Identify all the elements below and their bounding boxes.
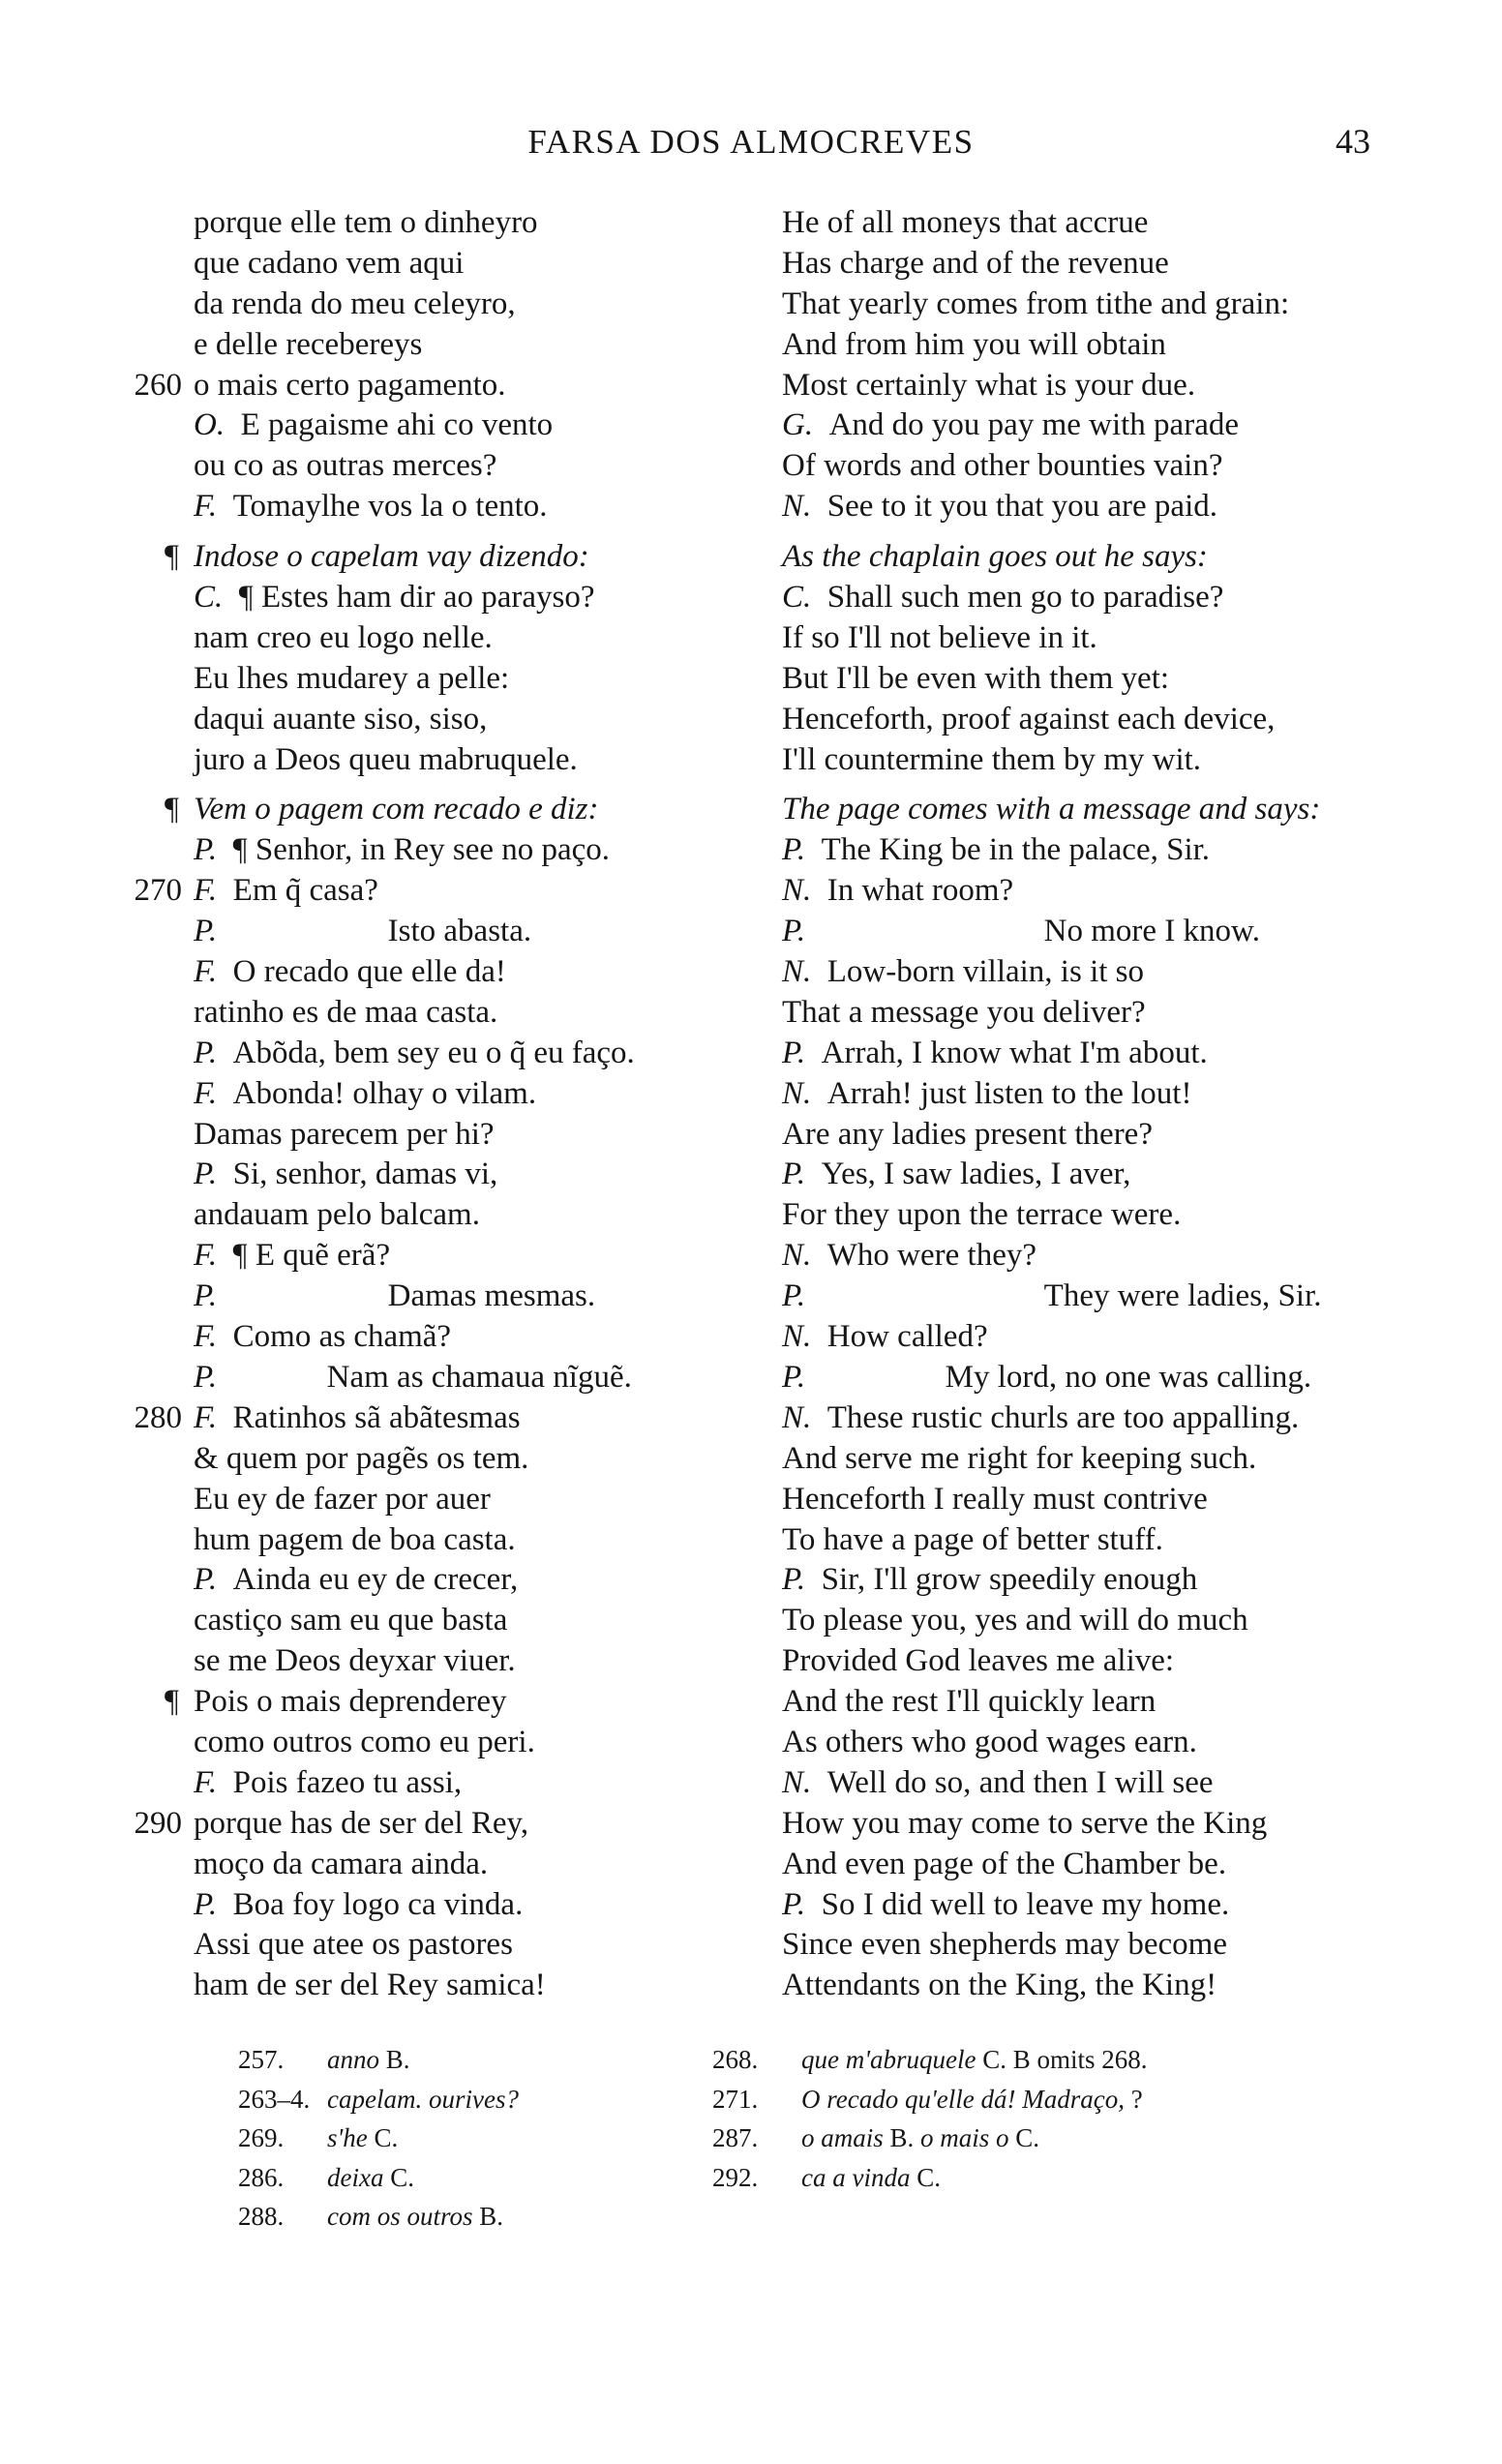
verse-text: ¶ Estes ham dir ao parayso? bbox=[238, 580, 595, 616]
speaker-label: C. bbox=[782, 580, 812, 616]
speaker-label: P. bbox=[782, 1359, 806, 1395]
portuguese-verse-line bbox=[134, 366, 736, 406]
footnote-variant: O recado qu'elle dá! Madraço, bbox=[801, 2084, 1125, 2114]
footnote-number: 288. bbox=[238, 2202, 285, 2231]
verse-text: Eu ey de fazer por auer bbox=[194, 1481, 491, 1517]
english-verse-line bbox=[782, 871, 1459, 912]
footnote-variant: que m'abruquele bbox=[801, 2045, 976, 2074]
verse-text: Arrah, I know what I'm about. bbox=[821, 1035, 1208, 1070]
footnote bbox=[238, 2197, 519, 2237]
portuguese-verse-column bbox=[134, 203, 736, 2006]
verse-text: da renda do meu celeyro, bbox=[194, 285, 516, 321]
portuguese-verse-line bbox=[194, 203, 736, 244]
verse-text: For they upon the terrace were. bbox=[782, 1197, 1182, 1233]
verse-text: The King be in the palace, Sir. bbox=[821, 832, 1211, 868]
verse-text: But I'll be even with them yet: bbox=[782, 660, 1170, 696]
speaker-label: F. bbox=[194, 1399, 218, 1435]
verse-text: e delle recebereys bbox=[194, 326, 423, 362]
verse-text: And do you pay me with parade bbox=[828, 407, 1239, 443]
portuguese-verse-line bbox=[194, 1601, 736, 1641]
portuguese-verse-line bbox=[194, 1641, 736, 1682]
verse-text: So I did well to leave my home. bbox=[821, 1886, 1230, 1922]
verse-text: To please you, yes and will do much bbox=[782, 1603, 1248, 1638]
portuguese-verse-line bbox=[134, 871, 736, 912]
verse-text: moço da camara ainda. bbox=[194, 1846, 489, 1881]
footnote bbox=[712, 2040, 1148, 2080]
footnote-variant: anno bbox=[327, 2045, 379, 2074]
verse-text: They were ladies, Sir. bbox=[1043, 1278, 1322, 1314]
portuguese-verse-line bbox=[194, 1439, 736, 1480]
verse-text: & quem por pagẽs os tem. bbox=[194, 1440, 529, 1476]
portuguese-verse-line bbox=[194, 1480, 736, 1520]
verse-text: castiço sam eu que basta bbox=[194, 1603, 508, 1638]
verse-text: como outros como eu peri. bbox=[194, 1724, 535, 1759]
english-verse-line bbox=[782, 1966, 1459, 2006]
stage-direction: The page comes with a message and says: bbox=[782, 792, 1321, 827]
verse-text: I'll countermine them by my wit. bbox=[782, 741, 1202, 777]
verse-text: que cadano vem aqui bbox=[194, 245, 465, 281]
verse-text: Provided God leaves me alive: bbox=[782, 1643, 1175, 1679]
portuguese-verse-line bbox=[194, 285, 736, 325]
speaker-label: C. bbox=[194, 580, 224, 616]
footnote bbox=[712, 2158, 1148, 2198]
footnote-variant: com os outros bbox=[327, 2202, 473, 2231]
speaker-label: G. bbox=[782, 407, 814, 443]
english-verse-line bbox=[782, 1439, 1459, 1480]
verse-text: Damas parecem per hi? bbox=[194, 1116, 495, 1152]
portuguese-verse-line bbox=[194, 1520, 736, 1561]
speaker-label: F. bbox=[194, 1075, 218, 1111]
english-verse-line bbox=[782, 1520, 1459, 1561]
footnote-variant: ca a vinda bbox=[801, 2162, 911, 2192]
verse-text: Ainda eu ey de crecer, bbox=[232, 1562, 519, 1598]
english-verse-line bbox=[782, 740, 1459, 781]
footnote-number: 286. bbox=[238, 2162, 285, 2192]
english-verse-line bbox=[782, 1074, 1459, 1115]
pilcrow-mark: ¶ bbox=[165, 1684, 179, 1720]
verse-text: Tomaylhe vos la o tento. bbox=[232, 489, 548, 525]
running-title: FARSA DOS ALMOCREVES bbox=[527, 123, 975, 161]
verse-text: Has charge and of the revenue bbox=[782, 245, 1169, 281]
footnote-source: C. bbox=[910, 2162, 941, 2192]
english-verse-line bbox=[782, 1682, 1459, 1723]
verse-text: That yearly comes from tithe and grain: bbox=[782, 285, 1290, 321]
speaker-label: F. bbox=[194, 873, 218, 909]
footnote-variant: o mais o bbox=[920, 2123, 1009, 2152]
portuguese-verse-line bbox=[194, 1155, 736, 1195]
speaker-label: P. bbox=[194, 1886, 218, 1922]
pilcrow-mark: ¶ bbox=[165, 792, 179, 827]
verse-text: And from him you will obtain bbox=[782, 326, 1166, 362]
portuguese-verse-line bbox=[194, 1966, 736, 2006]
speaker-label: P. bbox=[194, 1035, 218, 1070]
portuguese-verse-line bbox=[194, 912, 736, 952]
verse-text: ham de ser del Rey samica! bbox=[194, 1968, 546, 2003]
line-number: 260 bbox=[134, 367, 182, 403]
portuguese-verse-line bbox=[194, 1560, 736, 1601]
footnote-variant: deixa bbox=[327, 2162, 384, 2192]
portuguese-verse-line bbox=[194, 1277, 736, 1317]
verse-text: juro a Deos queu mabruquele. bbox=[194, 741, 578, 777]
english-verse-line bbox=[782, 285, 1459, 325]
speaker-label: P. bbox=[782, 1562, 806, 1598]
verse-text: ratinho es de maa casta. bbox=[194, 994, 498, 1030]
line-number: 280 bbox=[134, 1399, 182, 1435]
english-verse-line bbox=[782, 912, 1459, 952]
verse-text: Attendants on the King, the King! bbox=[782, 1968, 1217, 2003]
verse-text: My lord, no one was calling. bbox=[945, 1359, 1312, 1395]
english-verse-line bbox=[782, 659, 1459, 700]
footnote-source: C. bbox=[383, 2162, 414, 2192]
english-verse-line bbox=[782, 1925, 1459, 1966]
english-verse-line bbox=[782, 1560, 1459, 1601]
english-verse-line bbox=[782, 1763, 1459, 1804]
verse-text: Abonda! olhay o vilam. bbox=[232, 1075, 537, 1111]
english-verse-line bbox=[782, 487, 1459, 527]
speaker-label: N. bbox=[782, 873, 812, 909]
speaker-label: N. bbox=[782, 1399, 812, 1435]
footnote-number: 269. bbox=[238, 2123, 285, 2152]
portuguese-verse-line bbox=[194, 659, 736, 700]
english-verse-line bbox=[782, 537, 1459, 578]
stage-direction: Vem o pagem com recado e diz: bbox=[194, 792, 599, 827]
verse-text: o mais certo pagamento. bbox=[194, 367, 506, 403]
verse-text: Pois fazeo tu assi, bbox=[232, 1764, 463, 1800]
verse-text: Most certainly what is your due. bbox=[782, 367, 1196, 403]
footnote bbox=[712, 2118, 1148, 2158]
verse-text: He of all moneys that accrue bbox=[782, 205, 1149, 240]
footnote-number: 271. bbox=[712, 2084, 759, 2114]
portuguese-verse-line bbox=[194, 1845, 736, 1885]
verse-text: Henceforth I really must contrive bbox=[782, 1481, 1208, 1517]
speaker-label: P. bbox=[782, 1035, 806, 1070]
english-verse-line bbox=[782, 1398, 1459, 1439]
speaker-label: F. bbox=[194, 1238, 218, 1274]
speaker-label: N. bbox=[782, 1075, 812, 1111]
portuguese-verse-line bbox=[194, 578, 736, 618]
footnote-variant: s'he bbox=[327, 2123, 368, 2152]
portuguese-verse-line bbox=[165, 537, 736, 578]
footnote-number: 287. bbox=[712, 2123, 759, 2152]
footnote-source: B. bbox=[472, 2202, 504, 2231]
english-translation-column bbox=[782, 203, 1459, 2006]
speaker-label: P. bbox=[782, 832, 806, 868]
speaker-label: P. bbox=[194, 1278, 218, 1314]
verse-text: How called? bbox=[826, 1319, 988, 1355]
verse-text: nam creo eu logo nelle. bbox=[194, 619, 493, 655]
portuguese-verse-line bbox=[194, 1358, 736, 1398]
speaker-label: F. bbox=[194, 1764, 218, 1800]
english-verse-line bbox=[782, 1236, 1459, 1277]
english-verse-line bbox=[782, 790, 1459, 830]
verse-text: As others who good wages earn. bbox=[782, 1724, 1197, 1759]
speaker-label: P. bbox=[782, 914, 806, 949]
footnote-variant: capelam. ourives? bbox=[327, 2084, 519, 2114]
english-verse-line bbox=[782, 1601, 1459, 1641]
footnote-source: C. bbox=[1008, 2123, 1040, 2152]
english-verse-line bbox=[782, 1195, 1459, 1236]
verse-text: Si, senhor, damas vi, bbox=[232, 1157, 498, 1192]
verse-text: To have a page of better stuff. bbox=[782, 1521, 1163, 1557]
portuguese-verse-line bbox=[194, 1925, 736, 1966]
verse-text: porque elle tem o dinheyro bbox=[194, 205, 538, 240]
portuguese-verse-line bbox=[194, 1885, 736, 1926]
verse-text: In what room? bbox=[826, 873, 1014, 909]
portuguese-verse-line bbox=[194, 1236, 736, 1277]
speaker-label: P. bbox=[194, 914, 218, 949]
verse-text: Who were they? bbox=[826, 1238, 1036, 1274]
english-verse-line bbox=[782, 952, 1459, 993]
english-verse-line bbox=[782, 700, 1459, 740]
portuguese-verse-line bbox=[194, 1115, 736, 1156]
portuguese-verse-line bbox=[194, 244, 736, 285]
verse-text: Eu lhes mudarey a pelle: bbox=[194, 660, 510, 696]
portuguese-verse-line bbox=[194, 952, 736, 993]
portuguese-verse-line bbox=[134, 1804, 736, 1845]
verse-text: How you may come to serve the King bbox=[782, 1805, 1268, 1841]
verse-text: daqui auante siso, siso, bbox=[194, 701, 488, 736]
portuguese-verse-line bbox=[194, 406, 736, 446]
verse-text: Since even shepherds may become bbox=[782, 1927, 1228, 1963]
portuguese-verse-line bbox=[194, 740, 736, 781]
page-number: 43 bbox=[1336, 122, 1370, 161]
speaker-label: N. bbox=[782, 1764, 812, 1800]
english-verse-line bbox=[782, 366, 1459, 406]
verse-text: Damas mesmas. bbox=[387, 1278, 596, 1314]
verse-text: That a message you deliver? bbox=[782, 994, 1146, 1030]
english-verse-line bbox=[782, 993, 1459, 1034]
verse-text: See to it you that you are paid. bbox=[826, 489, 1218, 525]
english-verse-line bbox=[782, 244, 1459, 285]
english-verse-line bbox=[782, 1277, 1459, 1317]
portuguese-verse-line bbox=[194, 1763, 736, 1804]
english-verse-line bbox=[782, 446, 1459, 487]
footnote-source: B. bbox=[883, 2123, 921, 2152]
portuguese-verse-line bbox=[194, 487, 736, 527]
english-verse-line bbox=[782, 830, 1459, 871]
speaker-label: N. bbox=[782, 1319, 812, 1355]
verse-text: Isto abasta. bbox=[387, 914, 532, 949]
footnote-variant: o amais bbox=[801, 2123, 884, 2152]
english-verse-line bbox=[782, 1723, 1459, 1763]
verse-text: ¶ E quẽ erã? bbox=[232, 1238, 391, 1274]
footnote-number: 292. bbox=[712, 2162, 759, 2192]
speaker-label: P. bbox=[782, 1278, 806, 1314]
english-verse-line bbox=[782, 325, 1459, 366]
verse-text: If so I'll not believe in it. bbox=[782, 619, 1097, 655]
portuguese-verse-line bbox=[194, 993, 736, 1034]
portuguese-verse-line bbox=[165, 790, 736, 830]
speaker-label: P. bbox=[194, 832, 218, 868]
speaker-label: O. bbox=[194, 407, 225, 443]
footnote-number: 257. bbox=[238, 2045, 285, 2074]
verse-text: andauam pelo balcam. bbox=[194, 1197, 480, 1233]
verse-text: Well do so, and then I will see bbox=[826, 1764, 1214, 1800]
footnote-source: B. bbox=[379, 2045, 410, 2074]
verse-text: Nam as chamaua nĩguẽ. bbox=[326, 1359, 632, 1395]
stage-direction: As the chaplain goes out he says: bbox=[782, 539, 1208, 575]
speaker-label: P. bbox=[782, 1886, 806, 1922]
line-number: 270 bbox=[134, 873, 182, 909]
portuguese-verse-line bbox=[194, 700, 736, 740]
portuguese-verse-line bbox=[194, 1317, 736, 1358]
portuguese-verse-line bbox=[194, 830, 736, 871]
verse-text: Shall such men go to paradise? bbox=[826, 580, 1224, 616]
verse-text: ou co as outras merces? bbox=[194, 448, 497, 484]
verse-text: Low-born villain, is it so bbox=[826, 954, 1144, 990]
portuguese-verse-line bbox=[194, 1074, 736, 1115]
speaker-label: P. bbox=[194, 1562, 218, 1598]
portuguese-verse-line bbox=[134, 1398, 736, 1439]
speaker-label: F. bbox=[194, 489, 218, 525]
footnotes-left bbox=[238, 2040, 519, 2237]
portuguese-verse-line bbox=[194, 1195, 736, 1236]
footnote bbox=[238, 2158, 519, 2198]
speaker-label: N. bbox=[782, 1238, 812, 1274]
verse-text: porque has de ser del Rey, bbox=[194, 1805, 529, 1841]
verse-text: Pois o mais deprenderey bbox=[194, 1684, 507, 1720]
verse-text: O recado que elle da! bbox=[232, 954, 506, 990]
portuguese-verse-line bbox=[194, 1723, 736, 1763]
speaker-label: P. bbox=[194, 1359, 218, 1395]
verse-text: Henceforth, proof against each device, bbox=[782, 701, 1276, 736]
footnote-source: C. B omits 268. bbox=[976, 2045, 1148, 2074]
portuguese-verse-line bbox=[194, 325, 736, 366]
verse-text: Yes, I saw ladies, I aver, bbox=[821, 1157, 1131, 1192]
verse-text: E pagaisme ahi co vento bbox=[240, 407, 554, 443]
portuguese-verse-line bbox=[194, 618, 736, 659]
english-verse-line bbox=[782, 1034, 1459, 1074]
pilcrow-mark: ¶ bbox=[165, 539, 179, 575]
verse-text: No more I know. bbox=[1043, 914, 1260, 949]
footnote-source: C. bbox=[367, 2123, 399, 2152]
verse-text: And even page of the Chamber be. bbox=[782, 1846, 1227, 1881]
verse-text: Abõda, bem sey eu o q̃ eu faço. bbox=[232, 1035, 635, 1070]
verse-text: se me Deos deyxar viuer. bbox=[194, 1643, 516, 1679]
english-verse-line bbox=[782, 1804, 1459, 1845]
footnote bbox=[238, 2080, 519, 2119]
stage-direction: Indose o capelam vay dizendo: bbox=[194, 539, 589, 575]
english-verse-line bbox=[782, 1480, 1459, 1520]
footnote-number: 268. bbox=[712, 2045, 759, 2074]
verse-text: Boa foy logo ca vinda. bbox=[232, 1886, 524, 1922]
verse-text: Como as chamã? bbox=[232, 1319, 452, 1355]
portuguese-verse-line bbox=[194, 446, 736, 487]
english-verse-line bbox=[782, 1155, 1459, 1195]
speaker-label: F. bbox=[194, 1319, 218, 1355]
verse-text: And the rest I'll quickly learn bbox=[782, 1684, 1157, 1720]
verse-text: hum pagem de boa casta. bbox=[194, 1521, 516, 1557]
speaker-label: N. bbox=[782, 954, 812, 990]
portuguese-verse-line bbox=[194, 1034, 736, 1074]
english-verse-line bbox=[782, 578, 1459, 618]
verse-text: These rustic churls are too appalling. bbox=[826, 1399, 1300, 1435]
speaker-label: F. bbox=[194, 954, 218, 990]
verse-text: ¶ Senhor, in Rey see no paço. bbox=[232, 832, 611, 868]
english-verse-line bbox=[782, 618, 1459, 659]
verse-text: Em q̃ casa? bbox=[232, 873, 378, 909]
verse-text: Of words and other bounties vain? bbox=[782, 448, 1223, 484]
footnote bbox=[238, 2040, 519, 2080]
portuguese-verse-line bbox=[165, 1682, 736, 1723]
english-verse-line bbox=[782, 203, 1459, 244]
verse-text: Sir, I'll grow speedily enough bbox=[821, 1562, 1198, 1598]
english-verse-line bbox=[782, 1885, 1459, 1926]
line-number: 290 bbox=[134, 1805, 182, 1841]
verse-text: Are any ladies present there? bbox=[782, 1116, 1153, 1152]
verse-text: Arrah! just listen to the lout! bbox=[826, 1075, 1192, 1111]
footnote bbox=[238, 2118, 519, 2158]
footnote-source: ? bbox=[1124, 2084, 1143, 2114]
speaker-label: P. bbox=[782, 1157, 806, 1192]
english-verse-line bbox=[782, 406, 1459, 446]
english-verse-line bbox=[782, 1358, 1459, 1398]
speaker-label: N. bbox=[782, 489, 812, 525]
english-verse-line bbox=[782, 1641, 1459, 1682]
english-verse-line bbox=[782, 1115, 1459, 1156]
verse-text: Ratinhos sã abãtesmas bbox=[232, 1399, 521, 1435]
footnote bbox=[712, 2080, 1148, 2119]
verse-text: And serve me right for keeping such. bbox=[782, 1440, 1257, 1476]
footnotes-right bbox=[712, 2040, 1148, 2197]
speaker-label: P. bbox=[194, 1157, 218, 1192]
verse-text: Assi que atee os pastores bbox=[194, 1927, 513, 1963]
english-verse-line bbox=[782, 1845, 1459, 1885]
footnote-number: 263–4. bbox=[238, 2084, 311, 2114]
english-verse-line bbox=[782, 1317, 1459, 1358]
